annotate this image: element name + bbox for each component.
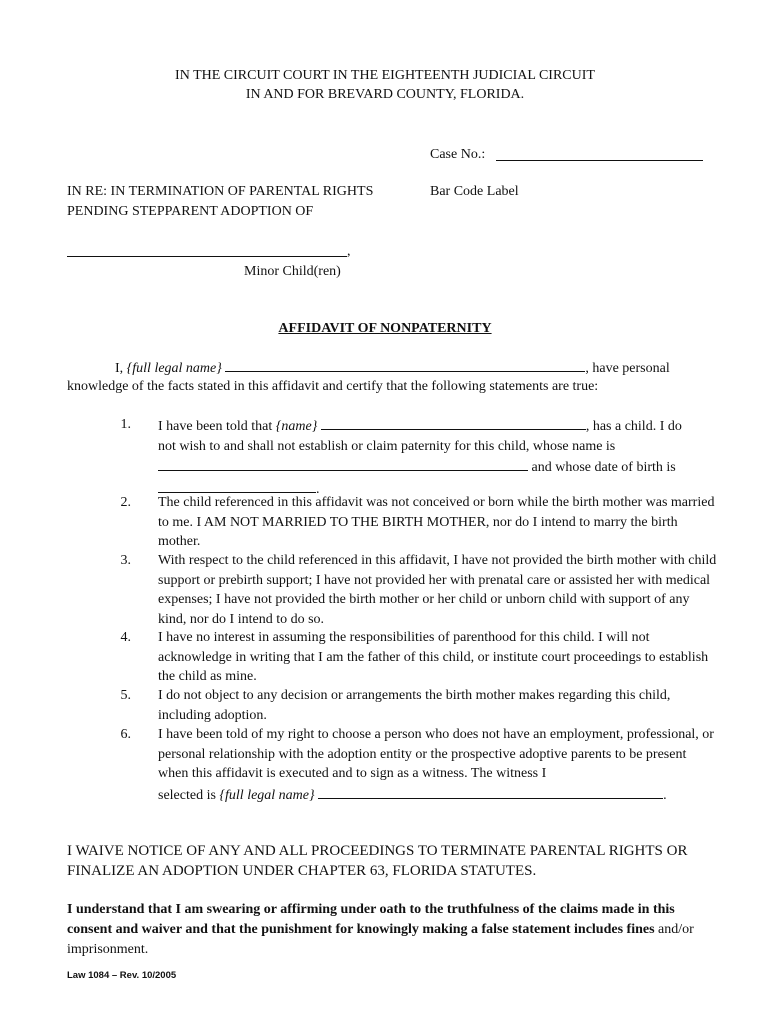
intro-prefix: I, [115,361,127,376]
item-number: 6. [120,727,131,742]
item-number: 5. [120,688,131,703]
form-revision-footer: Law 1084 – Rev. 10/2005 [67,970,177,981]
item-text: The child referenced in this affidavit was not conceived or born while the birth mother was married to me. I AM NOT MARRIED TO THE BIRTH MOTHER, nor do I intend to marry the birth mother. [158,495,715,549]
case-no-field[interactable] [496,160,703,161]
item1-line-a: I have been told that {name} , has a child. I do [158,415,718,437]
oath-bold-text: I understand that I am swearing or affirming under oath to the truthfulness of the claims made in this consent and waiver and that the punishment for knowingly making a false statement includes fines [67,902,675,937]
item1-line-b: not wish to and shall not establish or claim paternity for this child, whose name is [158,438,616,454]
oath-statement [67,900,707,960]
oath-normal-text: and/or imprisonment. [67,922,694,957]
witness-name-field[interactable] [318,784,663,799]
intro-line1 [115,357,670,379]
item-number: 2. [120,495,131,510]
intro-line2: knowledge of the facts stated in this affidavit and certify that the following statements are true: [67,379,599,394]
court-header-line1: IN THE CIRCUIT COURT IN THE EIGHTEENTH JUDICIAL CIRCUIT [175,68,595,83]
intro-suffix: , have personal [585,361,670,376]
item-number: 3. [120,553,131,568]
document-title: AFFIDAVIT OF NONPATERNITY [278,321,492,336]
item-text: I have no interest in assuming the responsibilities of parenthood for this child. I will not acknowledge in writing that I am the father of this child, or institute court proceedings to establish the child as mine. [158,630,709,684]
case-no-label: Case No.: [430,147,486,162]
intro-field-label: {full legal name} [126,361,222,376]
item1-line-c: and whose date of birth is [158,456,718,478]
father-name-field[interactable] [321,415,586,430]
bar-code-label: Bar Code Label [430,184,519,199]
item-text: I do not object to any decision or arrangements the birth mother makes regarding this child, including adoption. [158,688,671,723]
waiver-notice: I WAIVE NOTICE OF ANY AND ALL PROCEEDINGS TO TERMINATE PARENTAL RIGHTS OR FINALIZE AN ADOPTION UNDER CHAPTER 63, FLORIDA STATUTES. [67,843,688,879]
court-header-line2: IN AND FOR BREVARD COUNTY, FLORIDA. [245,87,525,102]
item-text: I have been told of my right to choose a person who does not have an employment, professional, or personal relationship with the adoption entity or the prospective adoptive parents to be present when this affidavit is executed and to sign as a witness. The witness I [158,727,714,781]
in-re-line2: PENDING STEPPARENT ADOPTION OF [67,204,314,219]
child-dob-field[interactable] [158,478,316,493]
item-text: With respect to the child referenced in this affidavit, I have not provided the birth mother with child support or prebirth support; I have not provided her with prenatal care or assisted her with medical expenses; I have not provided the birth mother or her child or unborn child with support of any kind, nor do I intend to do so. [158,553,717,627]
item1-line-d: . [158,478,718,500]
in-re-line1: IN RE: IN TERMINATION OF PARENTAL RIGHTS [67,184,374,199]
affiant-name-field[interactable] [225,357,585,372]
minor-child-comma: , [347,244,351,259]
minor-children-label: Minor Child(ren) [244,264,341,279]
minor-child-name-field[interactable] [67,256,347,257]
item-number: 4. [120,630,131,645]
item6-last-line: selected is {full legal name} . [158,784,718,806]
item-number: 1. [120,417,131,432]
child-name-field[interactable] [158,456,528,471]
